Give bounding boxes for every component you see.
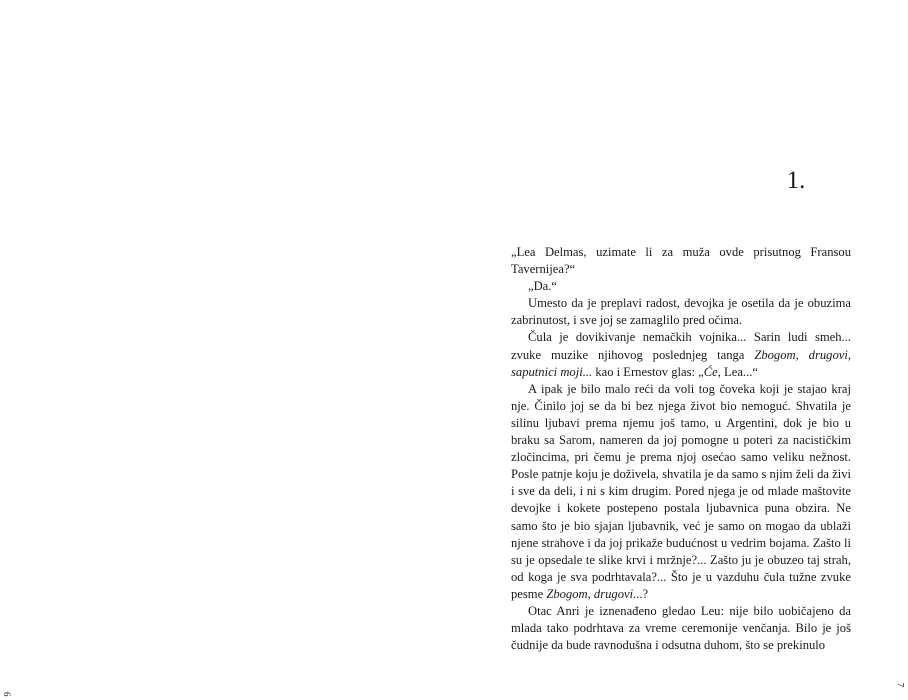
text-segment: Čula je dovikivanje nemačkih vojnika... Sarin ludi smeh... zvuke muzike njihovog poslednjeg tanga [511,330,851,362]
body-text [511,244,851,654]
italic-text: Zbogom, drugovi, saputnici moji... [511,347,851,379]
text-segment: A ipak je bilo malo reći da voli tog čoveka koji je stajao kraj nje. Činilo joj se da bi bez njega život bio nemoguć. Shvatila je silinu ljubavi prema njemu još tamo, u Argentini, dok je bio u braku sa Sarom, nameren da joj pomogne u poteri za nacističkim zločincima, pri čemu je prema njoj osećao samo veliku nežnost. Posle patnje koju je doživela, shvatila je da samo s njim želi da živi i sve da deli, i ni s kim drugim. Pored njega je od mlade maštovite devojke i kokete postepeno postala ljubavnica puna obzira. Ne samo što je bio sjajan ljubavnik, već je samo on mogao da ublaži njene strahove i da joj prikaže budućnost u vedrim bojama. Zašto li su je opsedale te slike krvi i mržnje?... Zašto ju je obuzeo taj strah, od koga je sva podrhtavala?... Što je u vazduhu čula tužne zvuke pesme [511,381,851,601]
italic-text: Će [703,364,718,379]
text-segment: ...? [633,586,649,601]
page-number-right: 7 [894,682,905,688]
paragraph [511,603,851,654]
page-number-left: 6 [2,692,12,697]
paragraph [511,329,851,380]
text-segment: „Da.“ [528,279,558,294]
chapter-heading: 1. [786,167,806,194]
paragraph [511,295,851,329]
italic-text: Zbogom, drugovi [546,586,634,601]
paragraph [511,381,851,603]
text-segment: Umesto da je preplavi radost, devojka je osetila da je obuzima zabrinutost, i sve joj se zamaglilo pred očima. [511,296,851,328]
paragraph [511,244,851,278]
text-segment: Otac Anri je iznenađeno gledao Leu: nije bilo uobičajeno da mlada tako podrhtava za vreme ceremonije venčanja. Bilo je još čudnije da bude ravnodušna i odsutna duhom, što se prekinulo [511,603,851,653]
text-segment: kao i Ernestov glas: „ [592,364,704,379]
text-segment: „Lea Delmas, uzimate li za muža ovde prisutnog Fransou Tavernijea?“ [511,245,851,277]
right-page [454,0,908,700]
text-segment: , Lea...“ [717,364,758,379]
paragraph [511,278,851,295]
